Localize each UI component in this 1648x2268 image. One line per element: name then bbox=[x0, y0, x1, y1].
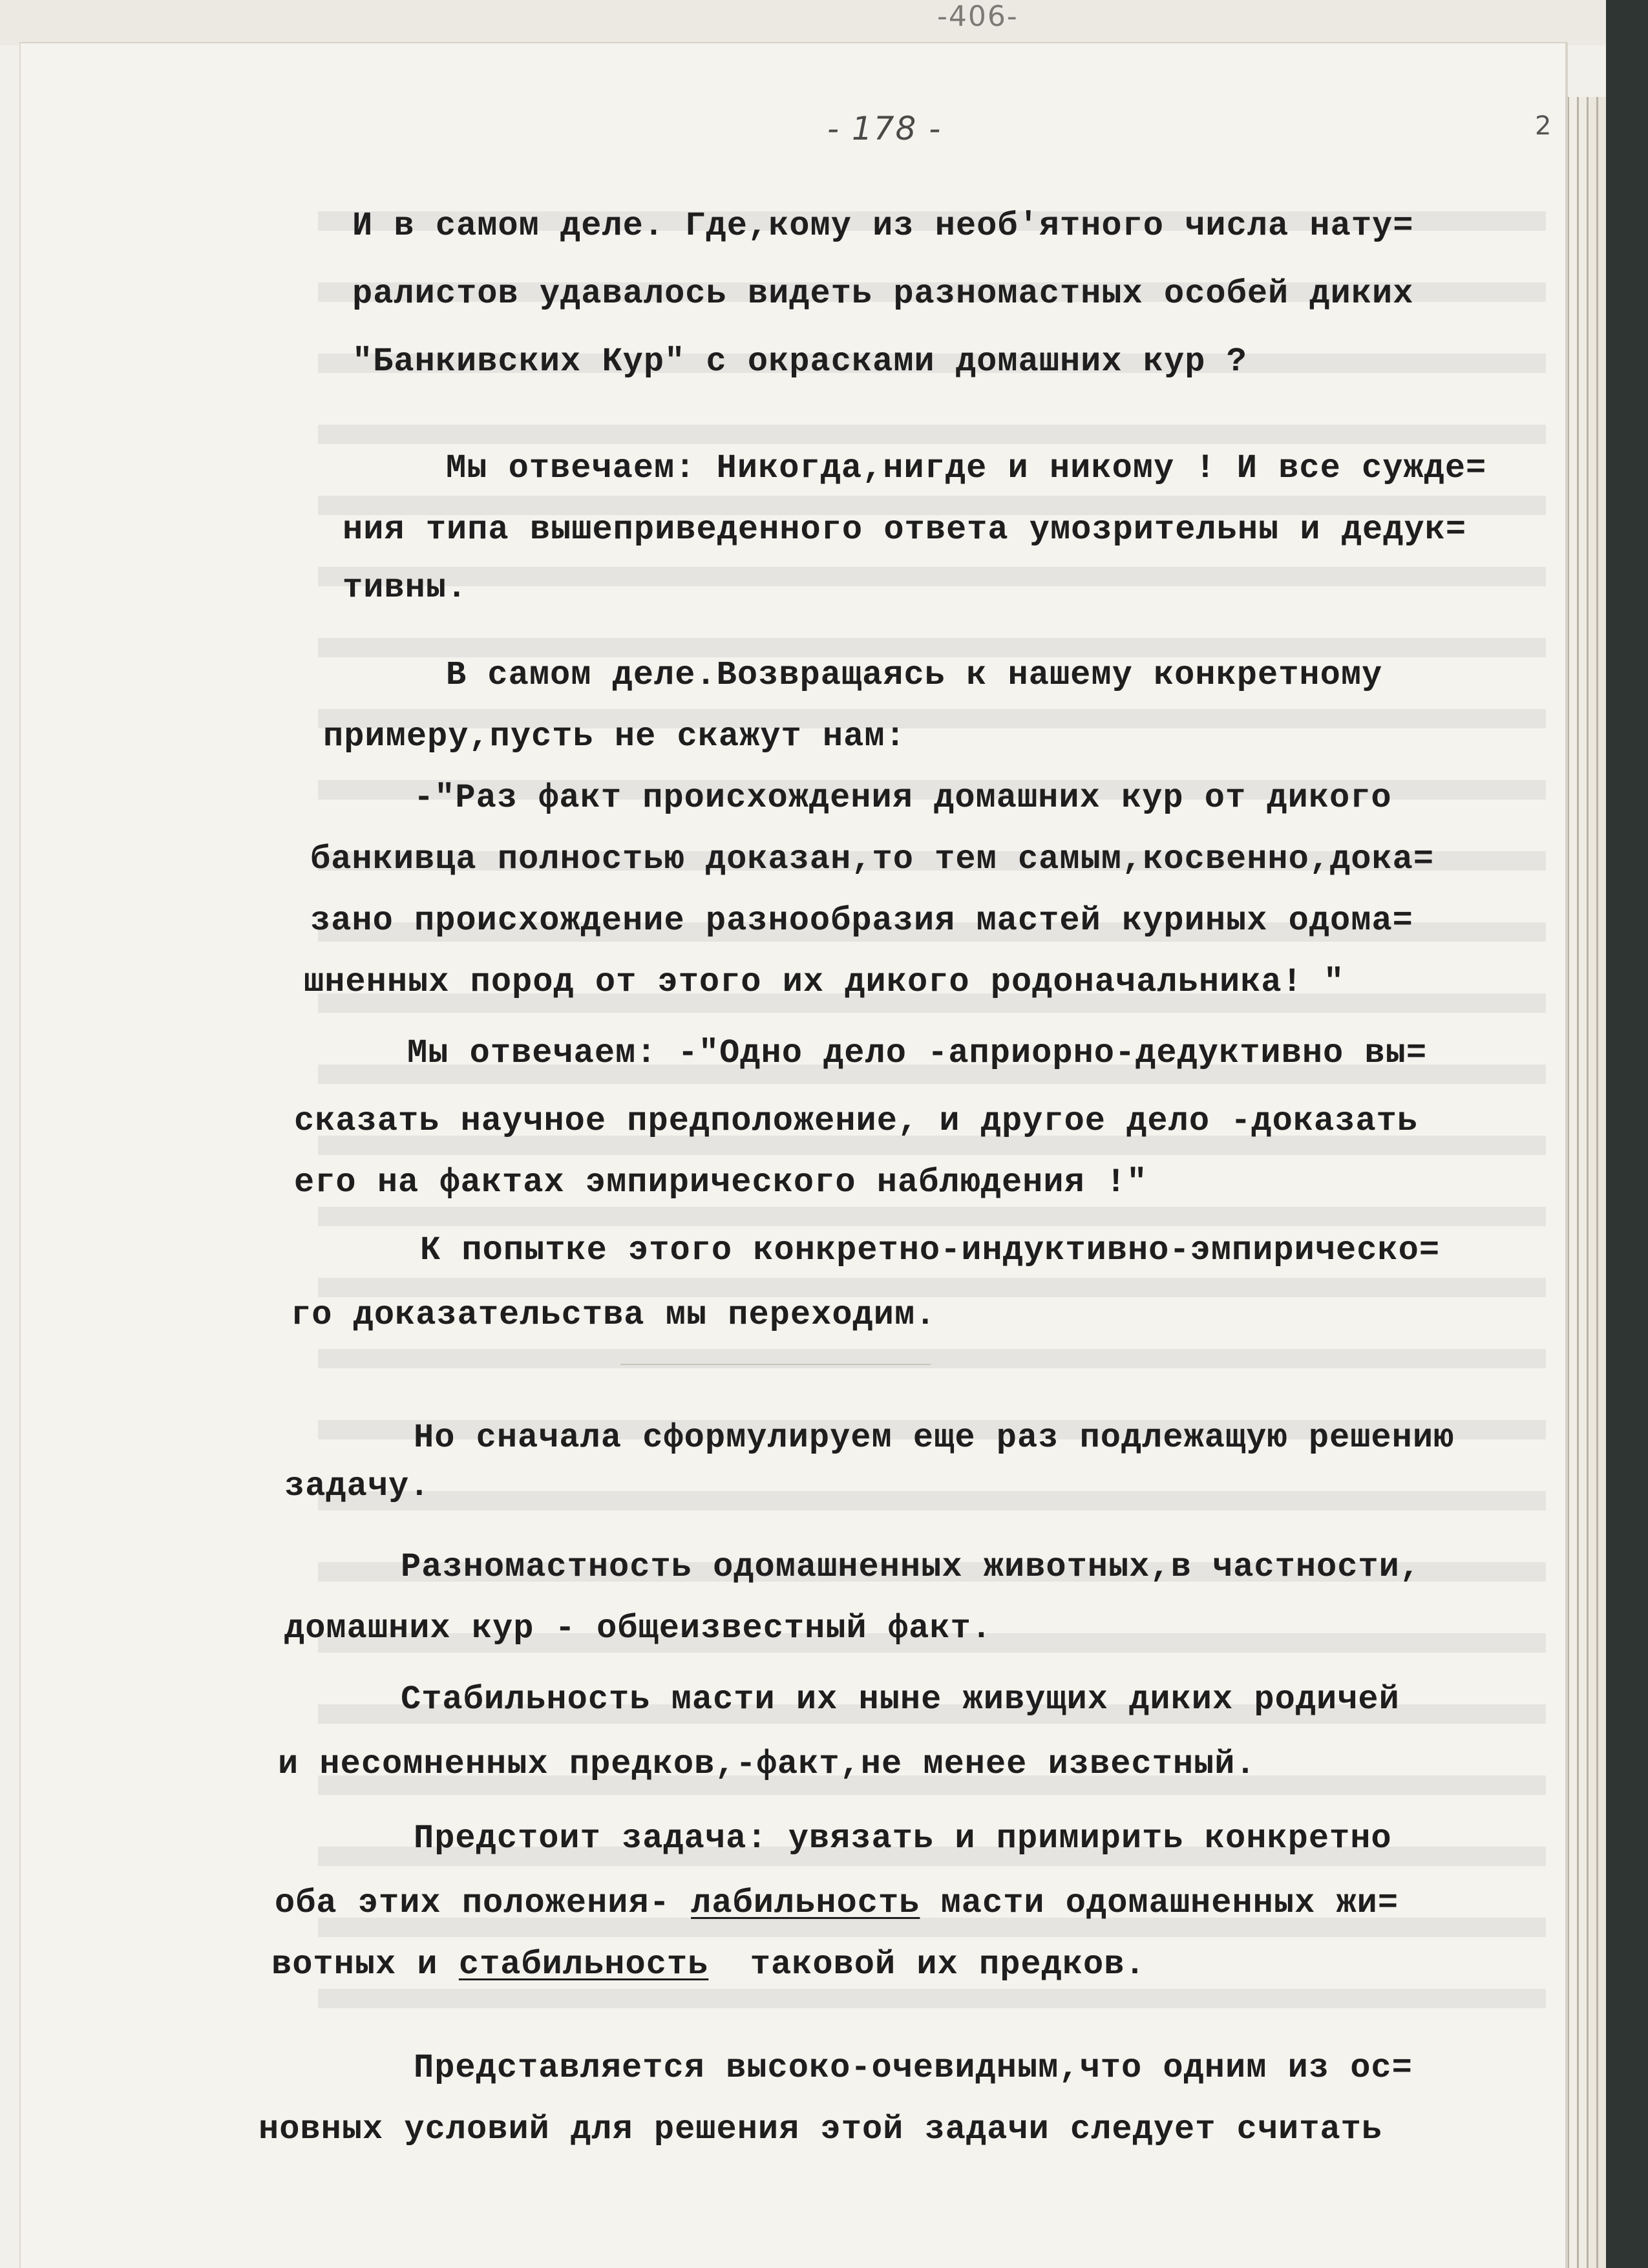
text-line: Стабильность масти их ныне живущих диких родичей bbox=[401, 1680, 1400, 1719]
text-line bbox=[271, 1945, 1146, 1984]
text-line: Разномастность одомашненных животных,в частности, bbox=[401, 1548, 1421, 1586]
text-line: -"Раз факт происхождения домашних кур от дикого bbox=[414, 779, 1392, 817]
text-segment: масти одомашненных жи= bbox=[920, 1884, 1399, 1922]
text-line: го доказательства мы переходим. bbox=[291, 1296, 936, 1334]
text-line: Представляется высоко-очевидным,что одним из ос= bbox=[414, 2049, 1413, 2087]
text-line: "Банкивских Кур" с окрасками домашних кур ? bbox=[352, 343, 1247, 381]
text-line: домашних кур - общеизвестный факт. bbox=[284, 1609, 992, 1648]
archive-pencil-number: -406- bbox=[937, 0, 1019, 33]
text-line: ралистов удавалось видеть разномастных особей диких bbox=[352, 275, 1414, 313]
text-line: тивны. bbox=[343, 569, 468, 607]
text-line: его на фактах эмпирического наблюдения !" bbox=[294, 1163, 1148, 1202]
divider bbox=[620, 1364, 931, 1365]
text-segment: оба этих положения- bbox=[275, 1884, 692, 1922]
text-line: В самом деле.Возвращаясь к нашему конкретному bbox=[446, 656, 1383, 694]
text-line: И в самом деле. Где,кому из необ'ятного числа нату= bbox=[352, 207, 1414, 245]
underlined-term-stability: стабильность bbox=[458, 1945, 709, 1984]
text-segment: вотных и bbox=[271, 1945, 459, 1984]
text-line: Но сначала сформулируем еще раз подлежащую решению bbox=[414, 1419, 1455, 1457]
text-line: шненных пород от этого их дикого родоначальника! " bbox=[304, 963, 1345, 1001]
underlined-term-lability: лабильность bbox=[691, 1884, 920, 1922]
text-line: Предстоит задача: увязать и примирить конкретно bbox=[414, 1819, 1392, 1858]
text-line bbox=[275, 1884, 1399, 1923]
page-number: - 178 - bbox=[827, 110, 942, 147]
text-line: сказать научное предположение, и другое дело -доказать bbox=[294, 1102, 1419, 1140]
text-line: К попытке этого конкретно-индуктивно-эмпирическо= bbox=[420, 1231, 1441, 1269]
text-line: новных условий для решения этой задачи следует считать bbox=[259, 2110, 1383, 2148]
text-line: Мы отвечаем: -"Одно дело -априорно-дедуктивно вы= bbox=[407, 1034, 1428, 1072]
text-line: и несомненных предков,-факт,не менее известный. bbox=[278, 1745, 1256, 1783]
text-line: зано происхождение разнообразия мастей куриных одома= bbox=[310, 902, 1413, 940]
text-line: задачу. bbox=[284, 1467, 430, 1505]
text-line: Мы отвечаем: Никогда,нигде и никому ! И все сужде= bbox=[446, 449, 1487, 487]
text-line: ния типа вышеприведенного ответа умозрительны и дедук= bbox=[343, 511, 1467, 549]
text-segment: таковой их предков. bbox=[708, 1945, 1146, 1984]
corner-mark: 2 bbox=[1535, 111, 1552, 141]
text-line: примеру,пусть не скажут нам: bbox=[323, 717, 906, 756]
text-line: банкивца полностью доказан,то тем самым,косвенно,дока= bbox=[310, 840, 1435, 878]
